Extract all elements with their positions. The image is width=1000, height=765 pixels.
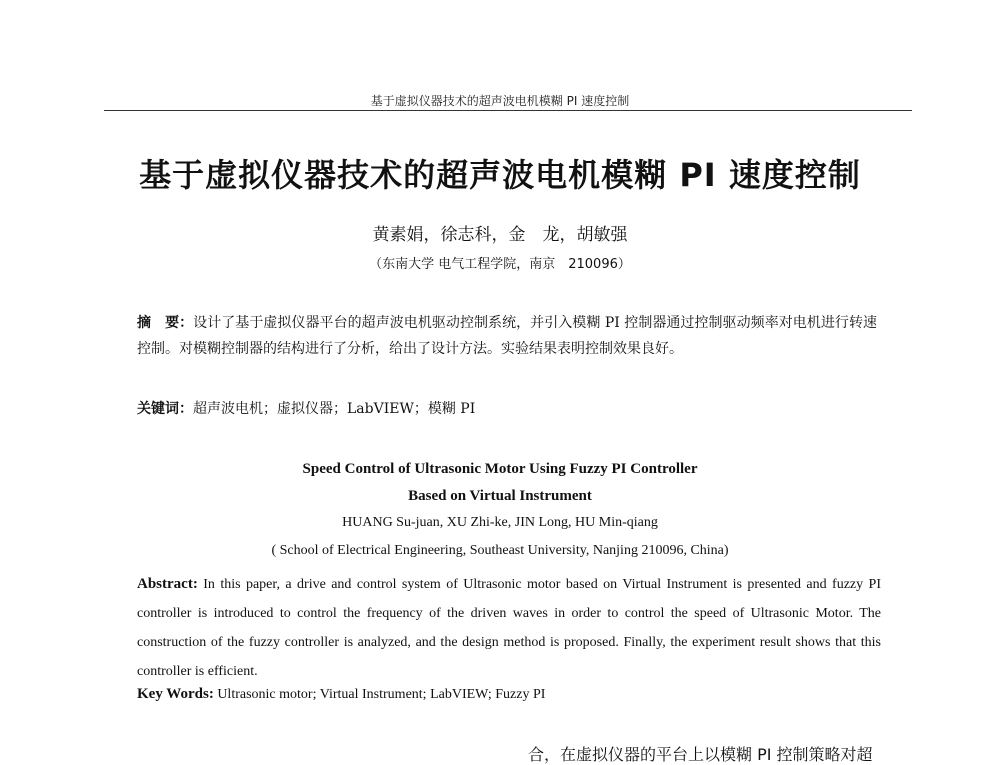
chinese-abstract-label: 摘 要： [137,315,194,331]
chinese-abstract-text: 设计了基于虚拟仪器平台的超声波电机驱动控制系统，并引入模糊 PI 控制器通过控制驱动频率对电机进行转速控制。对模糊控制器的结构进行了分析，给出了设计方法。实验结果表明控制效果良好。 [137,315,877,357]
english-keywords [137,686,881,703]
english-keywords-text: Ultrasonic motor; Virtual Instrument; LabVIEW; Fuzzy PI [217,687,546,702]
english-abstract [137,570,881,686]
english-abstract-label: Abstract: [137,576,198,592]
english-title-line1: Speed Control of Ultrasonic Motor Using Fuzzy PI Controller [302,461,698,477]
english-abstract-text: In this paper, a drive and control system of Ultrasonic motor based on Virtual Instrument is presented and fuzzy PI controller is introduced to control the frequency of the driven waves in order to control the speed of Ultrasonic Motor. The construction of the fuzzy controller is analyzed, and the design method is proposed. Finally, the experiment result shows that this controller is efficient. [137,577,882,679]
running-header: 基于虚拟仪器技术的超声波电机模糊 PI 速度控制 [370,94,630,108]
chinese-authors: 黄素娟，徐志科，金 龙，胡敏强 [372,225,628,245]
chinese-keywords-label: 关键词： [137,401,193,417]
body-text-fragment: 合，在虚拟仪器的平台上以模糊 PI 控制策略对超 [528,745,873,764]
english-title-line2: Based on Virtual Instrument [408,488,592,504]
chinese-affiliation: （东南大学 电气工程学院，南京 210096） [369,257,631,272]
english-title [0,456,1000,510]
english-keywords-label: Key Words: [137,686,214,702]
header-rule [104,110,912,111]
chinese-keywords [137,398,877,418]
english-authors: HUANG Su-juan, XU Zhi-ke, JIN Long, HU Min-qiang [342,515,658,530]
chinese-title: 基于虚拟仪器技术的超声波电机模糊 PI 速度控制 [139,156,861,194]
chinese-abstract [137,310,877,362]
english-affiliation: ( School of Electrical Engineering, Southeast University, Nanjing 210096, China) [271,543,729,558]
chinese-keywords-text: 超声波电机；虚拟仪器；LabVIEW；模糊 PI [193,401,476,417]
